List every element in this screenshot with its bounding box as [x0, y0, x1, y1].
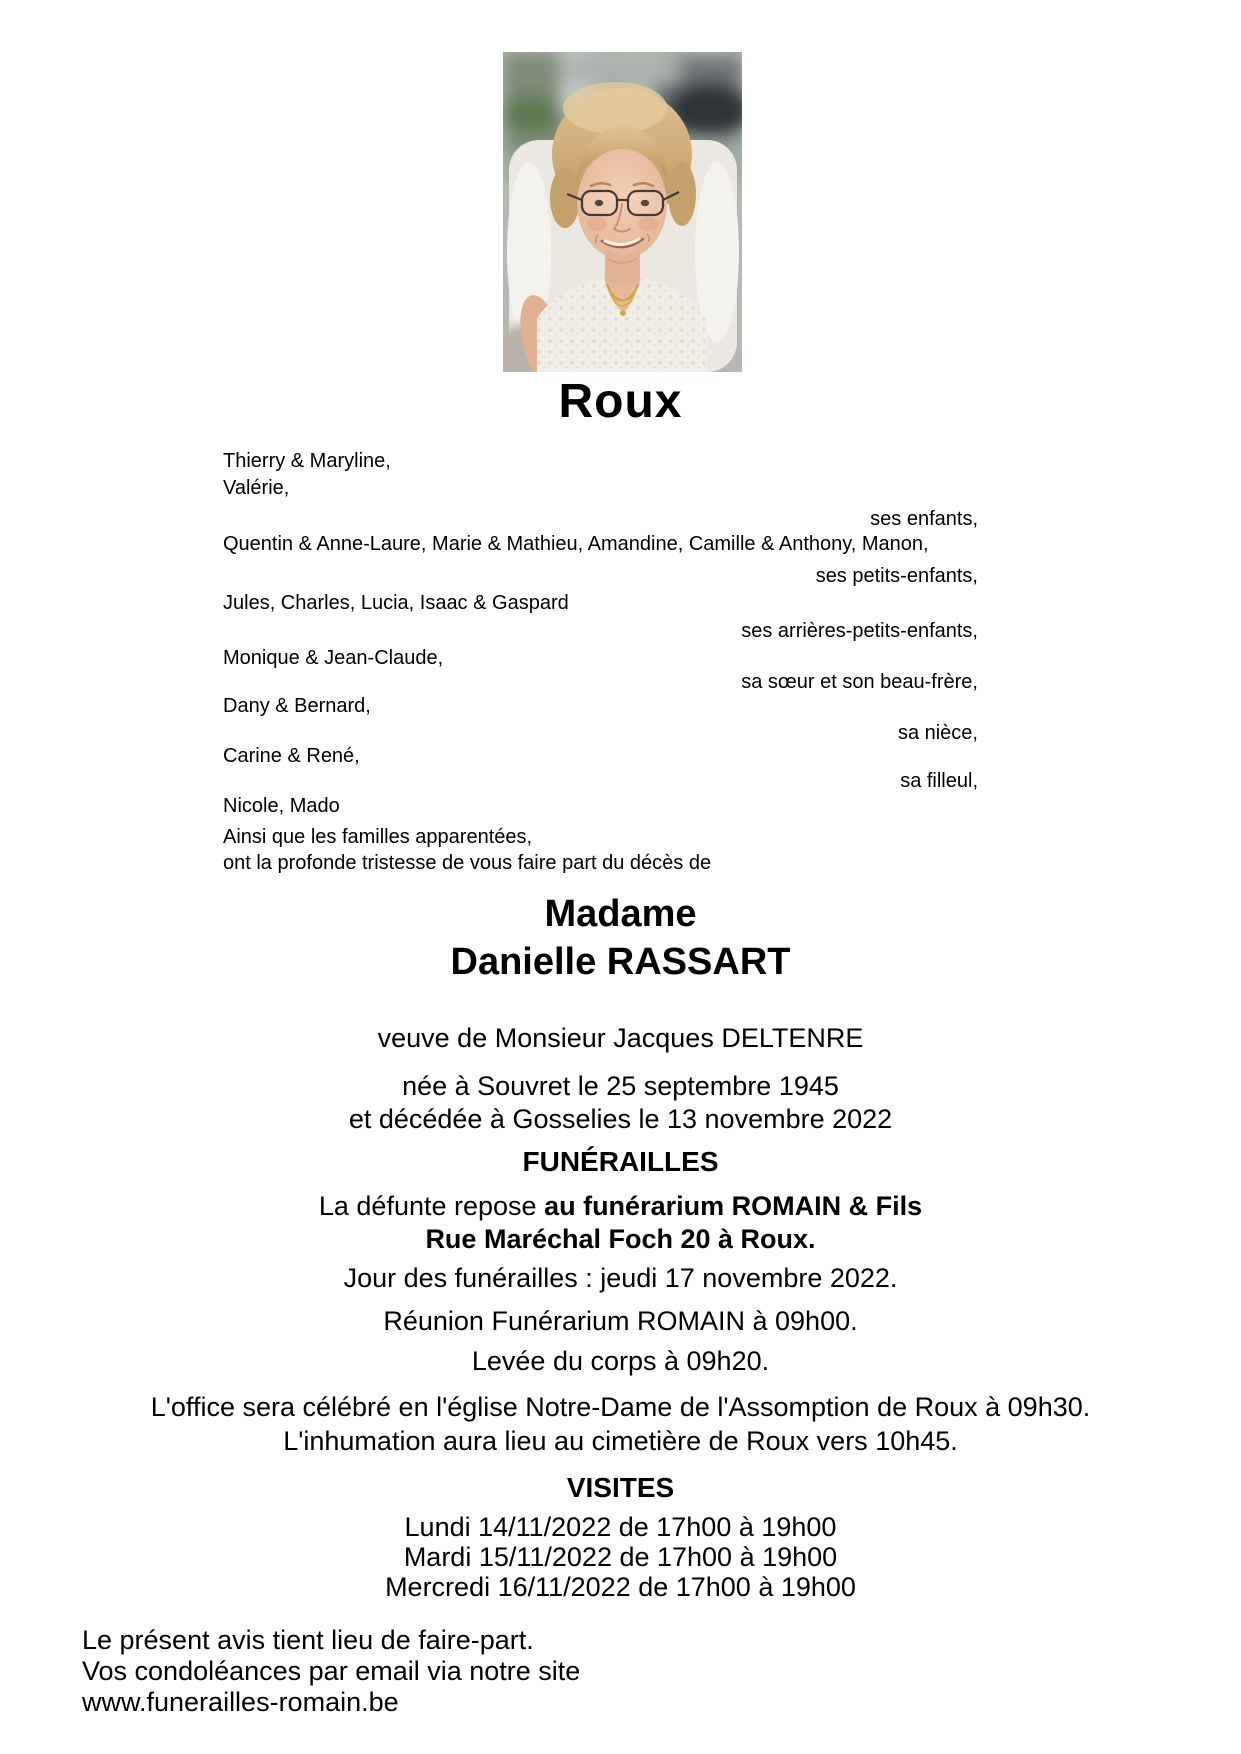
meeting-line: Réunion Funérarium ROMAIN à 09h00. — [383, 1306, 858, 1336]
office-line: L'office sera célébré en l'église Notre-Dame de l'Assomption de Roux à 09h30. — [150, 1392, 1091, 1422]
repose-lines — [0, 1190, 1241, 1256]
family-names-line: Thierry & Maryline, — [223, 450, 391, 472]
levee-line: Levée du corps à 09h20. — [471, 1346, 770, 1376]
family-relation-label: sa filleul, — [900, 770, 978, 792]
birth-line: née à Souvret le 25 septembre 1945 — [402, 1071, 839, 1101]
deceased-name: Danielle RASSART — [450, 941, 791, 983]
family-relation-label: ses petits-enfants, — [815, 565, 978, 587]
visites-schedule — [0, 1512, 1241, 1602]
family-names-line: Monique & Jean-Claude, — [223, 647, 444, 669]
family-names-line: Valérie, — [223, 477, 290, 499]
announcement-intro — [223, 824, 711, 876]
footer-line-1: Le présent avis tient lieu de faire-part. — [82, 1625, 534, 1655]
visite-slot: Lundi 14/11/2022 de 17h00 à 19h00 — [404, 1512, 837, 1542]
footer-line-2: Vos condoléances par email via notre site — [82, 1656, 581, 1686]
footer-website: www.funerailles-romain.be — [82, 1687, 399, 1717]
family-names-line: Quentin & Anne-Laure, Marie & Mathieu, Amandine, Camille & Anthony, Manon, — [223, 533, 929, 555]
inhumation-line: L'inhumation aura lieu au cimetière de Roux vers 10h45. — [283, 1426, 958, 1456]
deceased-title: Madame — [544, 893, 697, 935]
family-names-line: Jules, Charles, Lucia, Isaac & Gaspard — [223, 592, 569, 614]
repose-prefix: La défunte repose — [318, 1191, 545, 1221]
funeral-day-line: Jour des funérailles : jeudi 17 novembre 2022. — [343, 1263, 898, 1293]
funerailles-heading: FUNÉRAILLES — [522, 1146, 719, 1177]
portrait-photo — [503, 52, 742, 372]
widow-line: veuve de Monsieur Jacques DELTENRE — [377, 1023, 864, 1053]
family-list — [223, 449, 978, 819]
family-relation-label: ses enfants, — [870, 508, 978, 530]
family-names-line: Carine & René, — [223, 745, 360, 767]
visite-slot: Mardi 15/11/2022 de 17h00 à 19h00 — [403, 1542, 838, 1572]
footer-notice — [82, 1625, 580, 1718]
visite-slot: Mercredi 16/11/2022 de 17h00 à 19h00 — [385, 1572, 856, 1602]
family-relation-label: ses arrières-petits-enfants, — [741, 620, 978, 642]
deceased-name-heading — [0, 890, 1241, 986]
repose-funerarium: au funérarium ROMAIN & Fils — [544, 1191, 923, 1221]
death-line: et décédée à Gosselies le 13 novembre 2022 — [348, 1104, 893, 1134]
funerarium-address: Rue Maréchal Foch 20 à Roux. — [425, 1224, 816, 1254]
repose-line — [0, 1190, 1241, 1223]
birth-death-lines — [0, 1070, 1241, 1136]
office-lines — [0, 1390, 1241, 1458]
visites-heading: VISITES — [566, 1472, 675, 1503]
family-relation-label: sa sœur et son beau-frère, — [741, 671, 978, 693]
commune-title: Roux — [558, 375, 683, 428]
family-relation-label: sa nièce, — [897, 722, 978, 744]
family-names-line: Dany & Bernard, — [223, 695, 371, 717]
family-names-line: Nicole, Mado — [223, 795, 340, 817]
intro-line-1: Ainsi que les familles apparentées, — [223, 826, 533, 848]
intro-line-2: ont la profonde tristesse de vous faire part du décès de — [223, 852, 712, 874]
